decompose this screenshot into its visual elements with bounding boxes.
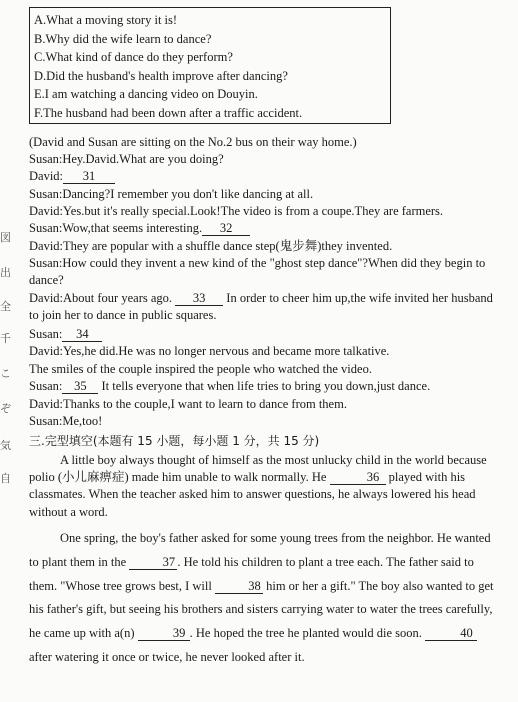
answer-blank-39: 39: [138, 627, 190, 641]
answer-blank-40: 40: [425, 627, 477, 641]
margin-mark: 自: [0, 472, 11, 485]
answer-blank-38: 38: [215, 580, 263, 594]
answer-blank-35: 35: [62, 380, 98, 394]
option-c: C.What kind of dance do they perform?: [34, 50, 233, 65]
margin-mark: 出: [0, 266, 11, 279]
dialogue-line: Susan:How could they invent a new kind of the "ghost step dance"?When did they begin to dance?: [29, 256, 486, 287]
dialogue-scene: (David and Susan are sitting on the No.2 bus on their way home.): [29, 135, 357, 149]
options-box: [29, 7, 391, 124]
dialogue-line: Susan:Dancing?I remember you don't like dancing at all.: [29, 187, 314, 201]
dialogue-line: Susan:Hey.David.What are you doing?: [29, 152, 224, 166]
answer-blank-36: 36: [330, 471, 386, 485]
dialogue-line: David:They are popular with a shuffle dance step(鬼步舞)they invented.: [29, 239, 393, 253]
dialogue-line: Susan: 35 It tells everyone that when life tries to bring you down,just dance.: [29, 379, 431, 393]
dialogue-line: David:Thanks to the couple,I want to learn to dance from them.: [29, 397, 347, 411]
dialogue-line: David:Yes,he did.He was no longer nervous and became more talkative.: [29, 344, 390, 358]
margin-mark: 図: [0, 231, 11, 244]
margin-mark: ぞ: [0, 402, 11, 415]
option-a: A.What a moving story it is!: [34, 13, 178, 27]
passage-paragraph-2: One spring, the boy's father asked for some young trees from the neighbor. He wanted to plant them in the 37 . He told his children to plant a tree each. The father said to them. "Whose tree grows best, I will 38 him or her a gift." The boy also wanted to get his father's gift, but seeing his brothers and sisters carrying water to water the trees carefully, he came up with a(n) 39 . He hoped the tree he planted would die soon. 40 after watering it once or twice, he never looked after it.: [29, 531, 494, 664]
margin-mark: こ: [0, 367, 11, 380]
answer-blank-37: 37: [129, 556, 177, 570]
margin-mark: 気: [0, 439, 11, 452]
option-f: F.The husband had been down after a traffic accident.: [34, 105, 303, 120]
dialogue-line: David: 31: [29, 168, 115, 184]
passage-paragraph-1: A little boy always thought of himself as the most unlucky child in the world because polio (小儿麻痹症) made him unable to walk normally. He 36 played with his classmates. When the teacher asked him to answer questions, he always lowered his head without a word.: [29, 453, 487, 519]
dialogue-line: Susan: 34: [29, 326, 102, 342]
dialogue-line: David:Yes.but it's really special.Look!The video is from a coupe.They are farmers.: [29, 204, 444, 218]
dialogue-line: David:About four years ago. 33 In order to cheer him up,the wife invited her husband to join her to dance in public squares.: [29, 291, 493, 322]
answer-blank-32: 32: [202, 222, 250, 236]
dialogue-line: Susan:Wow,that seems interesting. 32: [29, 220, 250, 236]
dialogue-line: The smiles of the couple inspired the people who watched the video.: [29, 362, 372, 376]
dialogue-line: Susan:Me,too!: [29, 414, 103, 428]
answer-blank-34: 34: [62, 328, 102, 342]
section-heading: 三.完型填空(本题有 15 小题，每小题 1 分，共 15 分): [29, 434, 320, 448]
answer-blank-33: 33: [175, 292, 223, 306]
option-d: D.Did the husband's health improve after dancing?: [34, 68, 288, 83]
margin-mark: 全: [0, 300, 11, 313]
answer-blank-31: 31: [63, 170, 115, 184]
option-e: E.I am watching a dancing video on Douyin.: [34, 87, 258, 102]
option-b: B.Why did the wife learn to dance?: [34, 31, 212, 46]
margin-mark: 千: [0, 332, 11, 345]
